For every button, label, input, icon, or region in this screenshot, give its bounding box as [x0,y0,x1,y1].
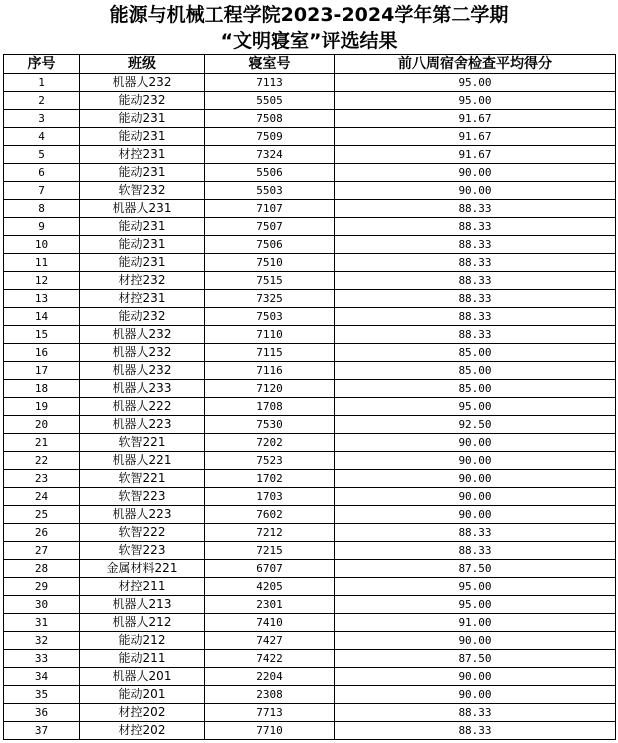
cell-class: 能动231 [80,128,205,146]
cell-index: 31 [4,614,80,632]
cell-score: 91.00 [335,614,616,632]
cell-score: 90.00 [335,668,616,686]
cell-class: 机器人221 [80,452,205,470]
cell-dorm: 7120 [205,380,335,398]
cell-score: 87.50 [335,560,616,578]
cell-dorm: 7515 [205,272,335,290]
table-row [4,254,616,272]
cell-score: 90.00 [335,452,616,470]
cell-class: 金属材料221 [80,560,205,578]
cell-class: 能动232 [80,92,205,110]
table-row [4,380,616,398]
cell-score: 95.00 [335,578,616,596]
cell-class: 机器人232 [80,74,205,92]
cell-dorm: 1703 [205,488,335,506]
cell-dorm: 7523 [205,452,335,470]
cell-index: 6 [4,164,80,182]
cell-score: 88.33 [335,290,616,308]
table-row [4,596,616,614]
cell-class: 能动201 [80,686,205,704]
cell-dorm: 7713 [205,704,335,722]
cell-index: 32 [4,632,80,650]
table-row [4,110,616,128]
table-row [4,488,616,506]
table-row [4,686,616,704]
cell-score: 90.00 [335,632,616,650]
cell-class: 机器人231 [80,200,205,218]
cell-index: 9 [4,218,80,236]
cell-index: 7 [4,182,80,200]
cell-score: 88.33 [335,272,616,290]
page-subtitle: “文明寝室”评选结果 [220,30,398,52]
table-row [4,182,616,200]
cell-class: 机器人233 [80,380,205,398]
cell-score: 90.00 [335,182,616,200]
cell-dorm: 7325 [205,290,335,308]
cell-index: 18 [4,380,80,398]
cell-class: 材控211 [80,578,205,596]
cell-score: 90.00 [335,506,616,524]
table-row [4,200,616,218]
cell-score: 90.00 [335,488,616,506]
cell-class: 机器人212 [80,614,205,632]
cell-index: 4 [4,128,80,146]
cell-score: 88.33 [335,524,616,542]
cell-class: 能动231 [80,110,205,128]
cell-index: 13 [4,290,80,308]
cell-index: 29 [4,578,80,596]
cell-class: 机器人213 [80,596,205,614]
cell-dorm: 7508 [205,110,335,128]
table-row [4,146,616,164]
cell-index: 19 [4,398,80,416]
cell-index: 14 [4,308,80,326]
table-row [4,290,616,308]
cell-dorm: 7215 [205,542,335,560]
cell-class: 能动232 [80,308,205,326]
cell-class: 能动231 [80,236,205,254]
table-row [4,236,616,254]
table-row [4,362,616,380]
cell-dorm: 7507 [205,218,335,236]
table-row [4,614,616,632]
table-row [4,704,616,722]
table-row [4,722,616,740]
cell-score: 87.50 [335,650,616,668]
cell-class: 能动212 [80,632,205,650]
table-row [4,632,616,650]
cell-score: 85.00 [335,380,616,398]
table-row [4,326,616,344]
cell-class: 软智223 [80,488,205,506]
cell-score: 88.33 [335,704,616,722]
table-row [4,128,616,146]
table-row [4,560,616,578]
cell-index: 26 [4,524,80,542]
table-row [4,668,616,686]
cell-index: 24 [4,488,80,506]
cell-score: 88.33 [335,326,616,344]
cell-score: 95.00 [335,74,616,92]
cell-dorm: 7506 [205,236,335,254]
cell-dorm: 7212 [205,524,335,542]
cell-class: 软智232 [80,182,205,200]
cell-dorm: 7510 [205,254,335,272]
table-row [4,452,616,470]
cell-dorm: 7202 [205,434,335,452]
table-row [4,650,616,668]
cell-score: 88.33 [335,308,616,326]
cell-dorm: 1702 [205,470,335,488]
table-row [4,470,616,488]
cell-score: 88.33 [335,542,616,560]
cell-index: 33 [4,650,80,668]
cell-dorm: 4205 [205,578,335,596]
cell-class: 材控202 [80,722,205,740]
page-title: 能源与机械工程学院2023-2024学年第二学期 [109,4,509,26]
cell-class: 软智221 [80,470,205,488]
cell-score: 95.00 [335,92,616,110]
table-row [4,272,616,290]
cell-score: 92.50 [335,416,616,434]
cell-class: 机器人201 [80,668,205,686]
header-score: 前八周宿舍检查平均得分 [335,55,616,74]
cell-index: 37 [4,722,80,740]
table-row [4,218,616,236]
cell-class: 机器人222 [80,398,205,416]
cell-class: 能动231 [80,254,205,272]
table-row [4,398,616,416]
cell-class: 材控231 [80,290,205,308]
cell-index: 2 [4,92,80,110]
cell-dorm: 6707 [205,560,335,578]
cell-class: 能动231 [80,218,205,236]
cell-score: 88.33 [335,200,616,218]
cell-index: 11 [4,254,80,272]
cell-index: 25 [4,506,80,524]
cell-score: 88.33 [335,218,616,236]
table-row [4,74,616,92]
table-row [4,344,616,362]
cell-dorm: 5505 [205,92,335,110]
cell-index: 16 [4,344,80,362]
cell-class: 机器人232 [80,344,205,362]
cell-score: 90.00 [335,686,616,704]
cell-dorm: 5506 [205,164,335,182]
cell-index: 22 [4,452,80,470]
cell-class: 能动231 [80,164,205,182]
cell-class: 机器人223 [80,506,205,524]
cell-index: 28 [4,560,80,578]
cell-index: 1 [4,74,80,92]
cell-index: 36 [4,704,80,722]
header-index: 序号 [4,55,80,74]
cell-score: 88.33 [335,254,616,272]
header-class: 班级 [80,55,205,74]
cell-class: 机器人232 [80,362,205,380]
cell-index: 35 [4,686,80,704]
cell-index: 17 [4,362,80,380]
cell-index: 21 [4,434,80,452]
cell-dorm: 7115 [205,344,335,362]
cell-dorm: 7602 [205,506,335,524]
cell-index: 34 [4,668,80,686]
table-row [4,578,616,596]
cell-index: 20 [4,416,80,434]
results-table [3,54,616,740]
cell-score: 91.67 [335,110,616,128]
table-row [4,308,616,326]
cell-class: 软智222 [80,524,205,542]
cell-index: 15 [4,326,80,344]
cell-score: 91.67 [335,128,616,146]
cell-score: 95.00 [335,398,616,416]
cell-index: 27 [4,542,80,560]
cell-dorm: 7710 [205,722,335,740]
cell-score: 95.00 [335,596,616,614]
cell-dorm: 7324 [205,146,335,164]
cell-index: 3 [4,110,80,128]
table-row [4,416,616,434]
cell-class: 机器人223 [80,416,205,434]
cell-index: 23 [4,470,80,488]
cell-score: 88.33 [335,722,616,740]
cell-dorm: 2301 [205,596,335,614]
table-row [4,164,616,182]
cell-score: 91.67 [335,146,616,164]
header-row [4,55,616,74]
cell-dorm: 7113 [205,74,335,92]
cell-score: 85.00 [335,344,616,362]
cell-score: 90.00 [335,164,616,182]
cell-index: 5 [4,146,80,164]
cell-index: 10 [4,236,80,254]
cell-class: 机器人232 [80,326,205,344]
cell-class: 软智223 [80,542,205,560]
cell-dorm: 7110 [205,326,335,344]
cell-score: 88.33 [335,236,616,254]
cell-dorm: 5503 [205,182,335,200]
cell-class: 材控202 [80,704,205,722]
cell-dorm: 1708 [205,398,335,416]
cell-score: 90.00 [335,470,616,488]
cell-class: 材控231 [80,146,205,164]
cell-dorm: 7427 [205,632,335,650]
cell-class: 材控232 [80,272,205,290]
table-row [4,92,616,110]
cell-score: 85.00 [335,362,616,380]
cell-dorm: 7107 [205,200,335,218]
cell-dorm: 7410 [205,614,335,632]
table-row [4,506,616,524]
cell-dorm: 7509 [205,128,335,146]
cell-dorm: 7530 [205,416,335,434]
cell-dorm: 2204 [205,668,335,686]
cell-dorm: 7116 [205,362,335,380]
header-dorm: 寝室号 [205,55,335,74]
cell-dorm: 7503 [205,308,335,326]
table-row [4,542,616,560]
table-row [4,524,616,542]
cell-dorm: 7422 [205,650,335,668]
cell-class: 能动211 [80,650,205,668]
cell-index: 8 [4,200,80,218]
cell-dorm: 2308 [205,686,335,704]
table-row [4,434,616,452]
cell-index: 30 [4,596,80,614]
cell-index: 12 [4,272,80,290]
cell-score: 90.00 [335,434,616,452]
cell-class: 软智221 [80,434,205,452]
